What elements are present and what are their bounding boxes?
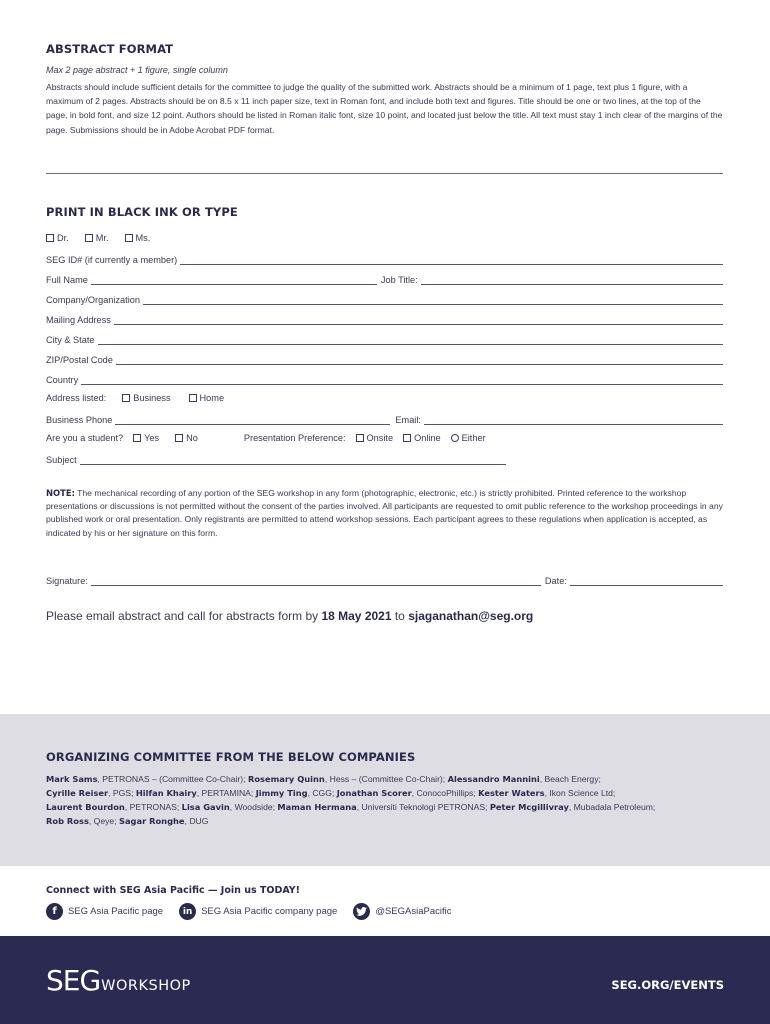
email-label: Email: [395, 415, 421, 425]
committee-member-name: Lisa Gavin [181, 802, 230, 812]
signature-row [46, 572, 723, 586]
checkbox-icon [46, 234, 54, 242]
social-links [46, 903, 467, 920]
address-business-checkbox[interactable]: Business [122, 393, 170, 403]
checkbox-icon [122, 394, 130, 402]
zip-label: ZIP/Postal Code [46, 355, 113, 365]
subject-field[interactable] [80, 455, 506, 465]
country-label: Country [46, 375, 79, 385]
committee-section [46, 750, 736, 828]
committee-member-name: Jonathan Scorer [336, 788, 412, 798]
job-title-label: Job Title: [380, 275, 418, 285]
presentation-label: Presentation Preference: [243, 433, 346, 443]
subject-row [46, 451, 506, 465]
checkbox-icon [356, 434, 364, 442]
contact-email-link[interactable]: sjaganathan@seg.org [408, 609, 534, 623]
committee-member-name: Mark Sams [46, 774, 98, 784]
zip-field[interactable] [116, 355, 723, 365]
company-row [46, 291, 723, 305]
business-phone-label: Business Phone [46, 415, 113, 425]
date-label: Date: [544, 576, 567, 586]
checkbox-icon [403, 434, 411, 442]
committee-member-affiliation: , Hess – (Committee Co-Chair); [324, 774, 448, 784]
business-phone-field[interactable] [115, 415, 390, 425]
form-heading-wrap [46, 205, 723, 219]
note-body: The mechanical recording of any portion of the SEG workshop in any form (photographic, electronic, etc.) is strictly prohibited. Printed reference to the workshop presentations or discussions is not permitted without the consent of the parties involved. All participants are requested to omit public reference to the workshop proceedings in any published work or oral presentation. Only registrants are permitted to attend workshop sessions. Each participant agrees to these regulations when application is accepted, as indicated by his or her signature on this form. [46, 488, 723, 538]
committee-member-name: Kester Waters [478, 788, 545, 798]
company-label: Company/Organization [46, 295, 140, 305]
checkbox-icon [85, 234, 93, 242]
committee-member-affiliation: , Ikon Science Ltd; [544, 788, 616, 798]
mailing-row [46, 311, 723, 325]
committee-member-affiliation: , PETRONAS – (Committee Co-Chair); [97, 774, 248, 784]
committee-member-affiliation: , Mubadala Petroleum; [568, 802, 656, 812]
title-options [46, 231, 723, 245]
committee-member-name: Cyrille Reiser [46, 788, 109, 798]
committee-member-affiliation: , Beach Energy; [539, 774, 601, 784]
name-row [46, 271, 723, 285]
signature-field[interactable] [91, 576, 541, 586]
seg-workshop-logo: SEG WORKSHOP [46, 964, 191, 997]
title-dr-checkbox[interactable]: Dr. [46, 233, 69, 243]
committee-member-affiliation: , CGG; [307, 788, 337, 798]
committee-member-name: Maman Hermana [277, 802, 357, 812]
title-mr-checkbox[interactable]: Mr. [85, 233, 109, 243]
connect-heading: Connect with SEG Asia Pacific — Join us TODAY! [46, 885, 301, 896]
note-section [46, 487, 723, 540]
presentation-onsite-checkbox[interactable]: Onsite [356, 433, 394, 443]
checkbox-icon [189, 394, 197, 402]
student-yes-checkbox[interactable]: Yes [133, 433, 159, 443]
email-field[interactable] [424, 415, 723, 425]
events-link[interactable]: SEG.ORG/EVENTS [611, 978, 724, 992]
city-row [46, 331, 723, 345]
signature-label: Signature: [46, 576, 88, 586]
linkedin-icon: in [179, 903, 196, 920]
committee-member-name: Laurent Bourdon [46, 802, 125, 812]
committee-member-name: Jimmy Ting [255, 788, 308, 798]
facebook-icon: f [46, 903, 63, 920]
seg-id-row [46, 251, 723, 265]
date-field[interactable] [570, 576, 723, 586]
note-label: NOTE: [46, 488, 75, 498]
checkbox-icon [125, 234, 133, 242]
committee-member-affiliation: , PETRONAS; [124, 802, 182, 812]
student-row [46, 431, 723, 445]
committee-member-name: Rosemary Quinn [247, 774, 325, 784]
radio-icon [451, 434, 459, 442]
committee-member-name: Peter Mcgillivray [489, 802, 569, 812]
committee-member-affiliation: , Woodside; [229, 802, 278, 812]
committee-member-name: Alessandro Mannini [447, 774, 540, 784]
committee-member-affiliation: , ConocoPhillips; [411, 788, 479, 798]
city-field[interactable] [98, 335, 723, 345]
full-name-field[interactable] [91, 275, 377, 285]
committee-member-name: Hilfan Khairy [135, 788, 197, 798]
presentation-online-checkbox[interactable]: Online [403, 433, 441, 443]
seg-id-field[interactable] [180, 255, 723, 265]
title-ms-checkbox[interactable]: Ms. [125, 233, 151, 243]
abstract-section [46, 42, 723, 137]
subject-label: Subject [46, 455, 77, 465]
country-field[interactable] [81, 375, 723, 385]
checkbox-icon [133, 434, 141, 442]
committee-member-affiliation: , Universiti Teknologi PETRONAS; [356, 802, 490, 812]
company-field[interactable] [143, 295, 723, 305]
twitter-link[interactable]: @SEGAsiaPacific [353, 903, 451, 920]
committee-member-affiliation: , PGS; [108, 788, 136, 798]
job-title-field[interactable] [421, 275, 723, 285]
checkbox-icon [175, 434, 183, 442]
abstract-heading: ABSTRACT FORMAT [46, 42, 174, 56]
mailing-field[interactable] [114, 315, 723, 325]
address-home-checkbox[interactable]: Home [189, 393, 225, 403]
phone-row [46, 411, 723, 425]
committee-heading: ORGANIZING COMMITTEE FROM THE BELOW COMPANIES [46, 750, 416, 764]
committee-members [46, 772, 736, 828]
committee-member-name: Rob Ross [46, 816, 89, 826]
committee-member-name: Sagar Ronghe [118, 816, 185, 826]
divider [46, 173, 723, 174]
form-heading: PRINT IN BLACK INK OR TYPE [46, 205, 238, 219]
email-instruction: Please email abstract and call for abstracts form by 18 May 2021 to sjaganathan@seg.org [46, 609, 534, 623]
full-name-label: Full Name [46, 275, 88, 285]
deadline-date: 18 May 2021 [321, 609, 392, 623]
student-no-checkbox[interactable]: No [175, 433, 198, 443]
abstract-subheading: Max 2 page abstract + 1 figure, single column [46, 65, 228, 75]
student-label: Are you a student? [46, 433, 124, 443]
committee-member-affiliation: , Qeye; [88, 816, 119, 826]
zip-row [46, 351, 723, 365]
address-listed-row [46, 391, 723, 405]
note-text [46, 487, 723, 540]
linkedin-link[interactable]: in SEG Asia Pacific company page [179, 903, 337, 920]
address-listed-label: Address listed: [46, 393, 107, 403]
seg-id-label: SEG ID# (if currently a member) [46, 255, 178, 265]
mailing-label: Mailing Address [46, 315, 111, 325]
country-row [46, 371, 723, 385]
city-label: City & State [46, 335, 95, 345]
facebook-link[interactable]: f SEG Asia Pacific page [46, 903, 163, 920]
abstract-body: Abstracts should include sufficient details for the committee to judge the quality of the submitted work. Abstracts should be a minimum of 1 page, text plus 1 figure, with a maximum of 2 pages. Abstracts should be on 8.5 x 11 inch paper size, text in Roman font, and include both text and figures. Title should be one or two lines, at the top of the page, in bold font, and size 12 point. Authors should be listed in Roman italic font, size 10 point, and located just below the title. All text must stay 1 inch clear of the margins of the page. Submissions should be in Adobe Acrobat PDF format. [46, 82, 723, 135]
committee-member-affiliation: , DUG [184, 816, 209, 826]
committee-member-affiliation: , PERTAMINA; [196, 788, 256, 798]
presentation-either-radio[interactable]: Either [451, 433, 486, 443]
footer-bar [0, 936, 770, 1024]
twitter-icon [353, 903, 370, 920]
